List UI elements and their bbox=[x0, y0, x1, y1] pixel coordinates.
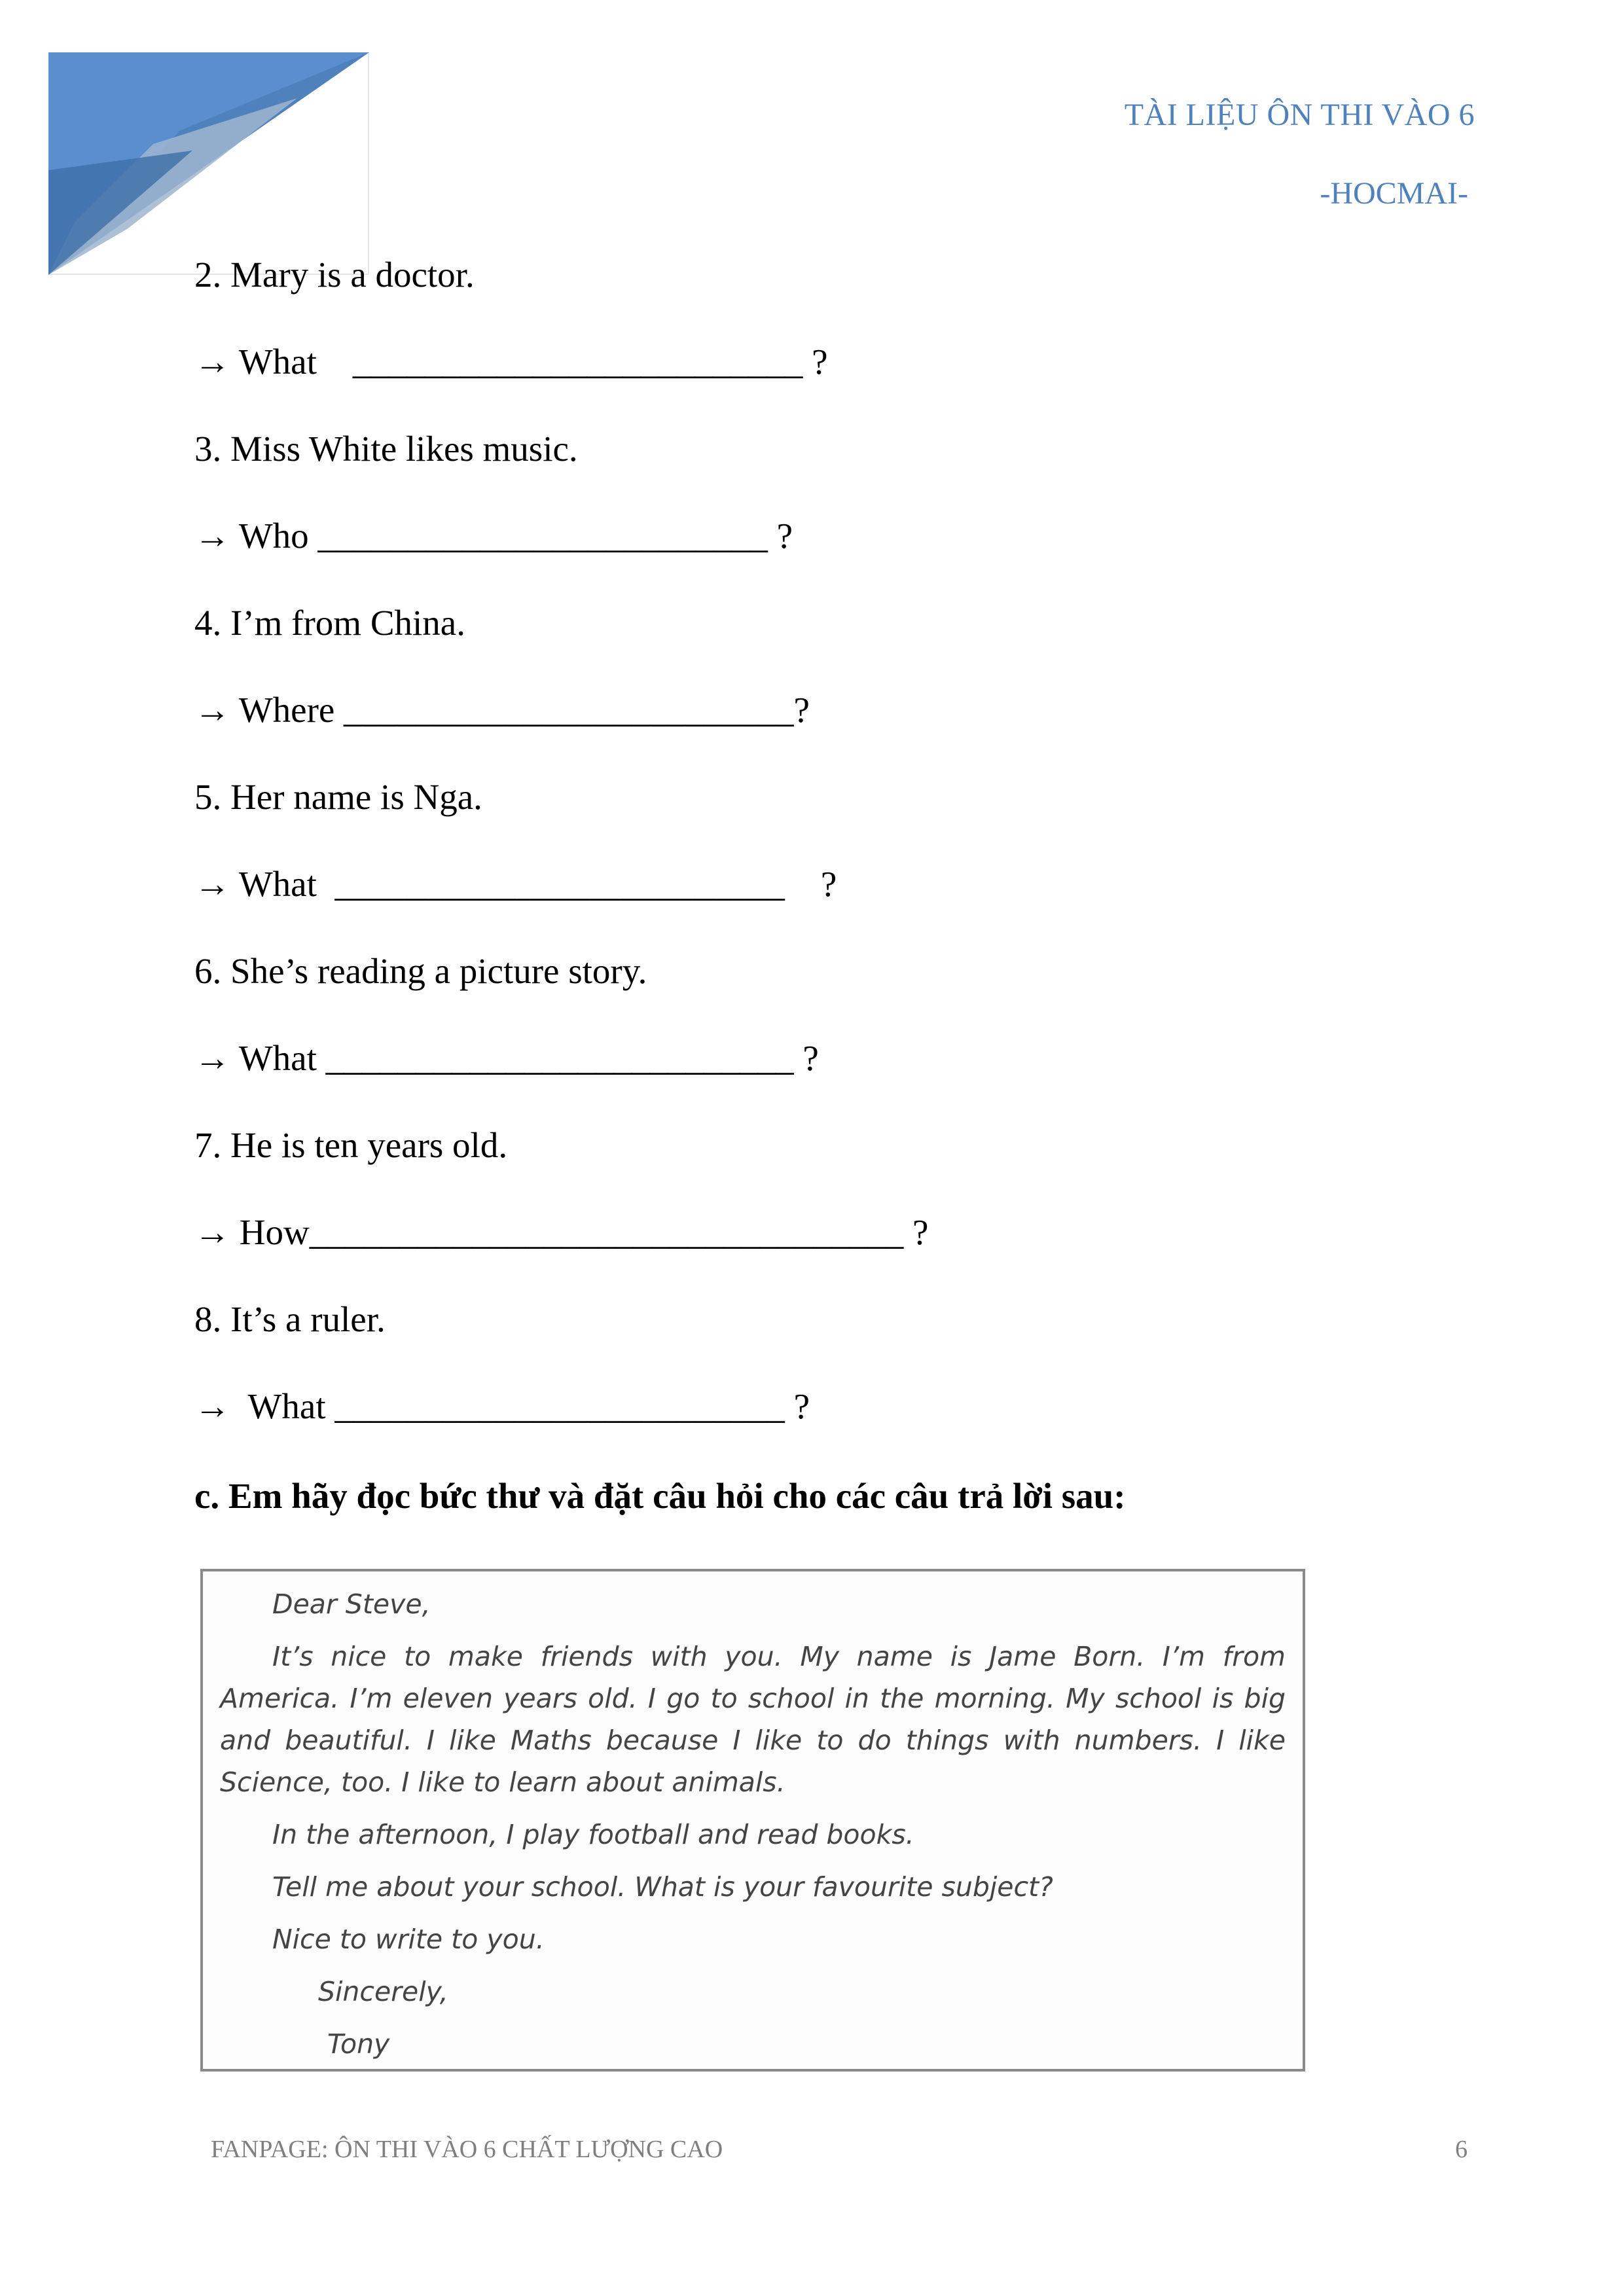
exercise-prompt: → What _________________________ ? bbox=[194, 864, 837, 904]
exercise-sentence: 4. I’m from China. bbox=[194, 603, 465, 643]
exercise-sentence: 5. Her name is Nga. bbox=[194, 777, 482, 817]
letter-greeting: Dear Steve, bbox=[272, 1588, 431, 1620]
exercise-sentence: 2. Mary is a doctor. bbox=[194, 255, 475, 295]
exercise-sentence: 8. It’s a ruler. bbox=[194, 1299, 386, 1339]
exercise-sentence: 7. He is ten years old. bbox=[194, 1125, 508, 1165]
exercise-prompt: → What _________________________ ? bbox=[194, 342, 828, 382]
exercise-prompt: → What __________________________ ? bbox=[194, 1038, 819, 1078]
letter-paragraph: Tell me about your school. What is your favourite subject? bbox=[272, 1871, 1053, 1903]
exercise-prompt: → What _________________________ ? bbox=[194, 1386, 810, 1426]
exercise-sentence: 6. She’s reading a picture story. bbox=[194, 951, 647, 991]
exercise-prompt: → Where _________________________? bbox=[194, 690, 810, 730]
letter-paragraph: In the afternoon, I play football and read books. bbox=[272, 1819, 914, 1850]
letter-closing: Sincerely, bbox=[318, 1976, 448, 2007]
page-number: 6 bbox=[1455, 2136, 1468, 2163]
section-c-heading: c. Em hãy đọc bức thư và đặt câu hỏi cho các câu trả lời sau: bbox=[194, 1476, 1126, 1516]
exercise-list bbox=[194, 249, 1438, 1522]
header-subtitle: -HOCMAI- bbox=[1320, 176, 1468, 211]
exercise-sentence: 3. Miss White likes music. bbox=[194, 429, 578, 469]
corner-decoration bbox=[48, 52, 369, 275]
footer-fanpage: FANPAGE: ÔN THI VÀO 6 CHẤT LƯỢNG CAO bbox=[211, 2136, 723, 2163]
letter-paragraph: Nice to write to you. bbox=[272, 1924, 545, 1955]
letter-image bbox=[200, 1569, 1305, 2072]
exercise-prompt: → How_________________________________ ? bbox=[194, 1212, 929, 1252]
letter-paragraph: It’s nice to make friends with you. My name is Jame Born. I’m from America. I’m eleven years old. I go to school in the morning. My school is big and beautiful. I like Maths because I like to do things with numbers. I like Science, too. I like to learn about animals. bbox=[220, 1641, 1286, 1798]
letter-signature: Tony bbox=[327, 2028, 390, 2060]
header-title: TÀI LIỆU ÔN THI VÀO 6 bbox=[1124, 98, 1475, 132]
exercise-prompt: → Who _________________________ ? bbox=[194, 516, 793, 556]
